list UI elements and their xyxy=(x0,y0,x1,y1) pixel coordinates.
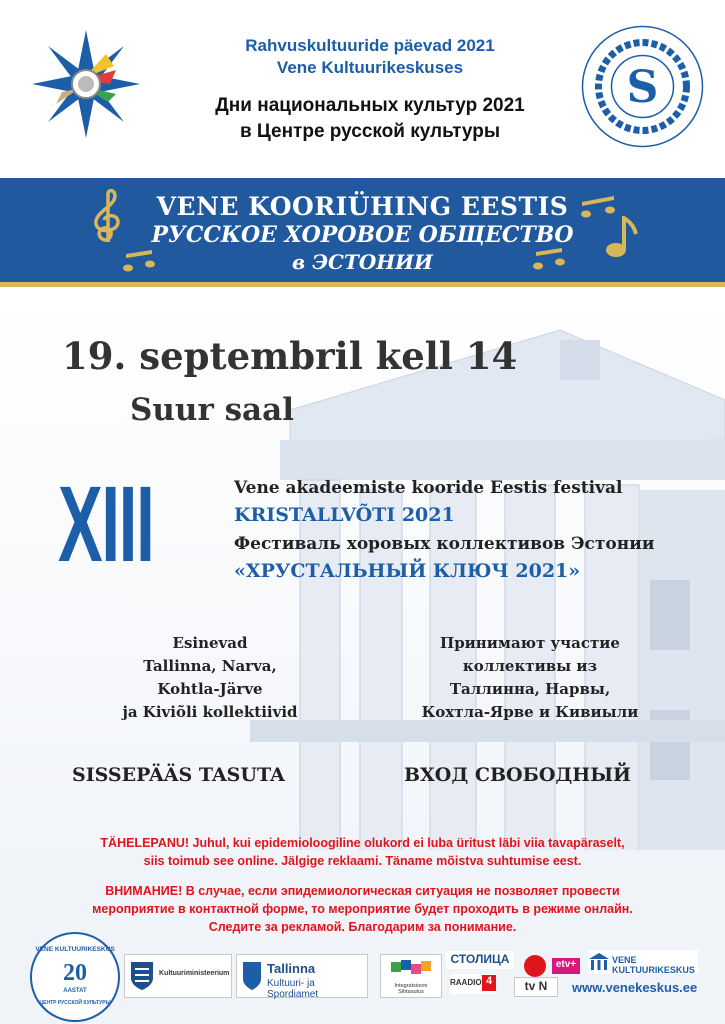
raadio-4-logo xyxy=(450,974,496,994)
festival-title-estonian-line2: Vene Kultuurikeskuses xyxy=(276,58,464,77)
tallinn-label: Tallinna xyxy=(267,961,316,976)
performers-estonian xyxy=(90,632,330,724)
festival-description-russian: Фестиваль хоровых коллективов Эстонии xyxy=(234,534,655,554)
etv-plus-logo xyxy=(552,958,580,974)
banner-title-estonian: VENE KOORIÜHING EESTIS xyxy=(156,192,569,221)
performers-line: Кохтла-Ярве и Кивиыли xyxy=(421,703,639,721)
notice-line: TÄHELEPANU! Juhul, kui epidemioloogiline olukord ei luba üritust läbi viia tavapäraselt, xyxy=(100,836,625,850)
vene-kultuurikeskus-logo xyxy=(588,950,698,974)
festival-title-russian-line2: в Центре русской культуры xyxy=(239,121,501,142)
banner-title-russian-line2: в ЭСТОНИИ xyxy=(292,250,433,274)
free-entry-russian: ВХОД СВОБОДНЫЙ xyxy=(404,764,632,786)
banner-title-russian: РУССКОЕ ХОРОВОЕ ОБЩЕСТВО xyxy=(151,222,574,248)
performers-line: Esinevad xyxy=(172,634,248,652)
badge-number: 20 xyxy=(63,960,87,986)
performers-line: ja Kiviõli kollektiivid xyxy=(122,703,298,721)
theater-building-icon xyxy=(588,952,610,972)
notice-line: siis toimub see online. Jälgige reklaami. Täname mõistva suhtumise eest. xyxy=(143,854,582,868)
performers-line: Tallinna, Narva, xyxy=(143,657,277,675)
festival-title-russian-line1: Дни национальных культур 2021 xyxy=(215,95,525,116)
ministry-label: Kultuuriministeerium xyxy=(159,970,230,977)
raadio-number: 4 xyxy=(482,975,496,991)
badge-top-text: VENE KULTUURIKESKUS xyxy=(35,946,115,953)
cornflower-festival-logo xyxy=(32,30,140,138)
edition-roman-numeral: XIII xyxy=(58,463,154,584)
integration-foundation-logo xyxy=(380,954,442,998)
performers-russian xyxy=(380,632,680,724)
badge-bottom-text: ЦЕНТР РУССКОЙ КУЛЬТУРЫ xyxy=(39,1000,111,1006)
notice-estonian xyxy=(40,834,685,870)
integration-label: Integratsiooni Sihtasutus xyxy=(394,983,428,995)
tallinn-sub-label: Kultuuri- ja Spordiamet xyxy=(267,978,319,1000)
stolitsa-label: СТОЛИЦА xyxy=(450,952,510,966)
etv-label: etv+ xyxy=(555,959,577,970)
puzzle-icon xyxy=(389,958,433,980)
festival-title-estonian-line1: Rahvuskultuuride päevad 2021 xyxy=(245,36,495,55)
estonian-coat-of-arms-icon xyxy=(129,960,155,992)
tallinn-shield-icon xyxy=(242,961,262,991)
stolitsa-logo xyxy=(446,951,514,969)
vk-logo-label: VENE KULTUURIKESKUS xyxy=(612,955,695,975)
tvn-label: tv N xyxy=(524,979,548,993)
notice-russian xyxy=(40,882,685,936)
performers-line: Принимают участие xyxy=(440,634,620,652)
shop-logo-icon xyxy=(524,955,546,977)
badge-sub-text: AASTAT xyxy=(63,988,87,994)
tvn-logo xyxy=(514,977,558,997)
performers-line: Kohtla-Järve xyxy=(157,680,263,698)
event-hall: Suur saal xyxy=(130,392,294,428)
performers-line: Таллинна, Нарвы, xyxy=(449,680,611,698)
performers-line: коллективы из xyxy=(462,657,598,675)
website-link[interactable]: www.venekeskus.ee xyxy=(572,980,698,995)
choir-society-banner xyxy=(0,178,725,287)
festival-description-estonian: Vene akadeemiste kooride Eestis festival xyxy=(234,478,623,498)
vene-kultuurikeskus-20-years-badge xyxy=(30,932,120,1022)
tallinn-culture-sport-logo xyxy=(236,954,368,998)
notice-line: ВНИМАНИЕ! В случае, если эпидемиологическая ситуация не позволяет провести xyxy=(105,884,620,898)
notice-line: мероприятие в контактной форме, то мероприятие будет проходить в режиме онлайн. xyxy=(92,902,633,916)
festival-name-russian: «ХРУСТАЛЬНЫЙ КЛЮЧ 2021» xyxy=(234,560,581,582)
ministry-of-culture-logo xyxy=(124,954,232,998)
raadio-label: RAADIO xyxy=(450,978,482,987)
free-entry-estonian: SISSEPÄÄS TASUTA xyxy=(72,764,285,786)
event-date-time: 19. septembril kell 14 xyxy=(62,334,518,378)
notice-line: Следите за рекламой. Благодарим за понимание. xyxy=(208,920,517,934)
svg-text:S: S xyxy=(626,62,659,113)
society-seal-logo xyxy=(580,24,705,149)
festival-name-estonian: KRISTALLVÕTI 2021 xyxy=(234,504,455,526)
